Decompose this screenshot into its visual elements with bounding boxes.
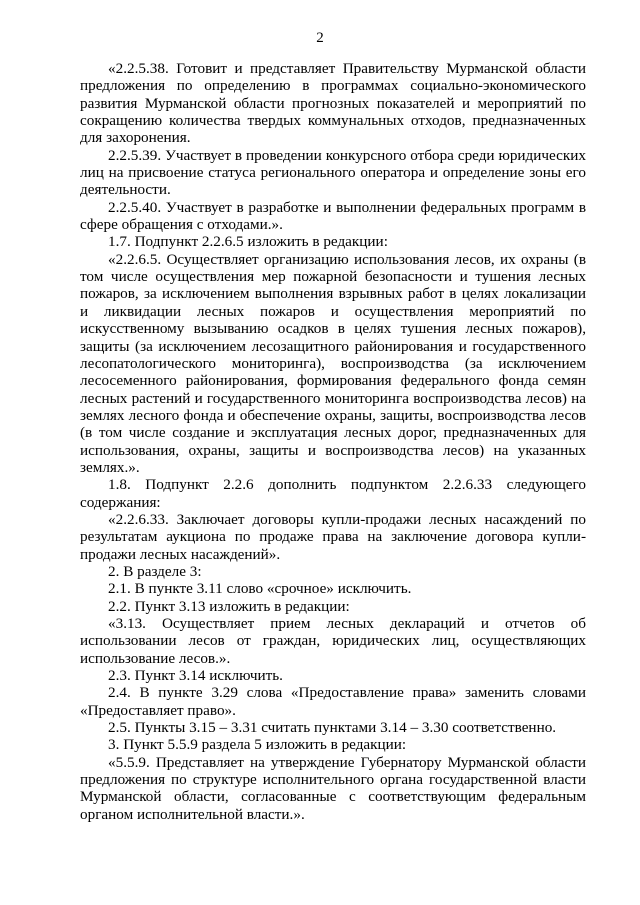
- paragraph-1-8: 1.8. Подпункт 2.2.6 дополнить подпунктом 2.2.6.33 следующего содержания:: [80, 476, 586, 511]
- paragraph-2-2-6-5: «2.2.6.5. Осуществляет организацию использования лесов, их охраны (в том числе осуществления мер пожарной безопасности и тушения лесных пожаров, за исключением выполнения взрывных работ в целях локализации и ликвидации лесных пожаров и осуществления мероприятий по искусственному вызыванию осадков в целях тушения лесных пожаров), защиты (за исключением лесозащитного районирования и государственного лесопатологического мониторинга), воспроизводства (за исключением лесосеменного районирования, формирования федерального фонда семян лесных растений и государственного мониторинга воспроизводства лесов) на землях лесного фонда и обеспечение охраны, защиты, воспроизводства лесов (в том числе создание и эксплуатация лесных дорог, предназначенных для использования, охраны, защиты и воспроизводства лесов) на указанных землях.».: [80, 250, 586, 476]
- paragraph-2: 2. В разделе 3:: [108, 562, 202, 580]
- paragraph-2-1: 2.1. В пункте 3.11 слово «срочное» исключить.: [108, 580, 412, 598]
- page-number: 2: [316, 30, 324, 46]
- paragraph-2-2-5-39: 2.2.5.39. Участвует в проведении конкурсного отбора среди юридических лиц на присвоение статуса регионального оператора и определение зоны его деятельности.: [80, 146, 586, 199]
- paragraph-3: 3. Пункт 5.5.9 раздела 5 изложить в редакции:: [108, 736, 407, 754]
- paragraph-2-5: 2.5. Пункты 3.15 – 3.31 считать пунктами 3.14 – 3.30 соответственно.: [108, 719, 557, 737]
- paragraph-2-2-6-33: «2.2.6.33. Заключает договоры купли-продажи лесных насаждений по результатам аукциона по продаже права на заключение договора купли-продажи лесных насаждений».: [80, 510, 586, 563]
- document-body: [80, 60, 586, 823]
- paragraph-2-2: 2.2. Пункт 3.13 изложить в редакции:: [108, 597, 350, 615]
- paragraph-5-5-9: «5.5.9. Представляет на утверждение Губернатору Мурманской области предложения по структуре исполнительного органа государственной власти Мурманской области, согласованные с соответствующим федеральным органом исполнительной власти.».: [80, 753, 586, 823]
- paragraph-2-3: 2.3. Пункт 3.14 исключить.: [108, 667, 283, 685]
- paragraph-3-13: «3.13. Осуществляет прием лесных деклараций и отчетов об использовании лесов от граждан, юридических лиц, осуществляющих использование лесов.».: [80, 615, 586, 667]
- paragraph-2-2-5-38: «2.2.5.38. Готовит и представляет Правительству Мурманской области предложения по определению в программах социально-экономического развития Мурманской области прогнозных показателей и мероприятий по сокращению количества твердых коммунальных отходов, предназначенных для захоронения.: [80, 60, 586, 147]
- paragraph-2-2-5-40: 2.2.5.40. Участвует в разработке и выполнении федеральных программ в сфере обращения с отходами.».: [80, 198, 586, 234]
- paragraph-2-4: 2.4. В пункте 3.29 слова «Предоставление права» заменить словами «Предоставляет право».: [80, 684, 586, 719]
- paragraph-1-7: 1.7. Подпункт 2.2.6.5 изложить в редакции:: [108, 233, 388, 251]
